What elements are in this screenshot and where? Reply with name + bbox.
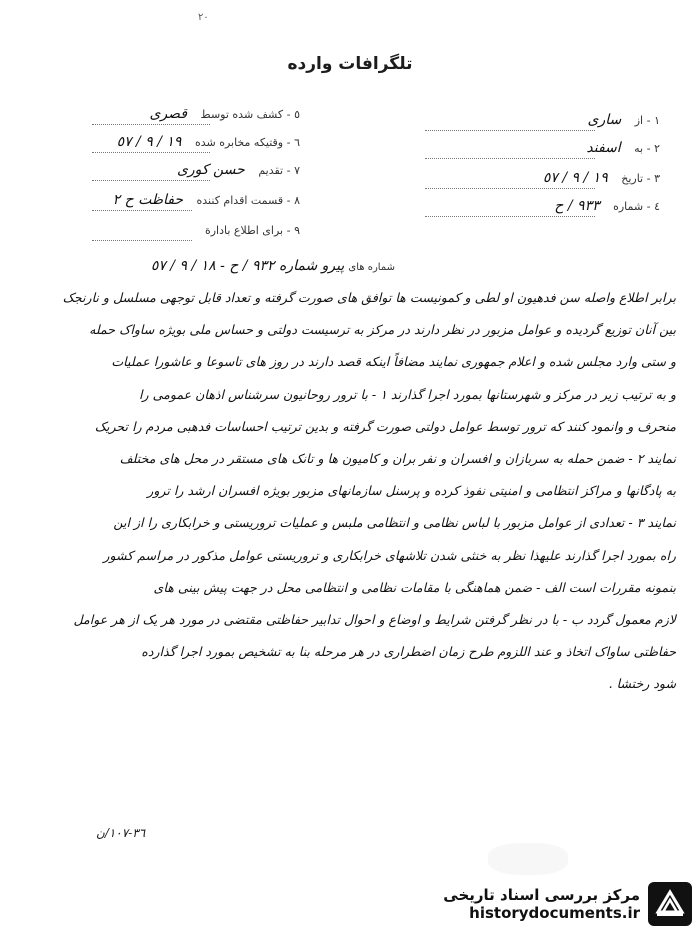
field-date [543, 170, 660, 186]
field-label: ٣ - تاریخ [621, 172, 660, 185]
field-for-information [195, 222, 300, 238]
body-line: راه بمورد اجرا گذارند علیهذا نظر به خنثی شدن تلاشهای خرابکاری و تروریستی عوامل مذکور در مراسم کشور [103, 547, 676, 563]
corner-mark: ٢٠ [198, 12, 209, 23]
field-value: حفاظت ح ٢ [112, 192, 184, 208]
body-line: حفاظتی ساواک اتخاذ و عند اللزوم طرح زمان اضطراری در هر مرحله بنا به تشخیص بمورد اجرا گذارده [141, 644, 676, 660]
dotted-line [425, 216, 595, 217]
watermark [392, 874, 692, 934]
dotted-line [425, 188, 595, 189]
field-value: ٩٣٣ / ح [554, 198, 600, 214]
dotted-line [425, 130, 595, 131]
body-line: بنمونه مقررات است الف - ضمن هماهنگی با مقامات نظامی و انتظامی محل در جهت پیش بینی های [153, 579, 676, 595]
watermark-title: مرکز بررسی اسناد تاریخی [443, 886, 640, 904]
document-title: تلگرافات وارده [287, 54, 413, 74]
field-value: ١٩ / ٩ / ٥٧ [116, 134, 182, 150]
dotted-line [425, 158, 595, 159]
dotted-line [92, 180, 210, 181]
watermark-url: historydocuments.ir [469, 904, 640, 922]
field-label: ١ - از [634, 114, 660, 127]
field-label: ٤ - شماره [613, 200, 660, 213]
field-value: قصری [149, 106, 188, 122]
field-label: ٨ - قسمت اقدام کننده [196, 194, 300, 207]
field-value: ١٩ / ٩ / ٥٧ [542, 170, 608, 186]
body-line: لازم معمول گردد ب - با در نظر گرفتن شرایط و اوضاع و احوال تدابیر حفاظتی مقتضی در مورد هر یک از هر عوامل [73, 612, 676, 628]
field-label: ٧ - تقدیم [258, 164, 300, 177]
reference-prefix: شماره های [348, 262, 395, 273]
body-line: بین آنان توزیع گردیده و عوامل مزبور در نظر دارند در مرکز به ترسیست دولتی و حساس ملی بویژه ساواک حمله [89, 322, 676, 338]
archive-logo-icon [648, 882, 692, 926]
watermark-text [443, 886, 640, 922]
field-value: حسن کوری [176, 162, 245, 178]
reference-text: پیرو شماره ٩٣٢ / ح - ١٨ / ٩ / ٥٧ [150, 258, 345, 274]
field-from [588, 112, 660, 128]
field-to [586, 140, 660, 156]
body-line: منحرف و وانمود کنند که ترور توسط عوامل دولتی صورت گرفته و بدین ترتیب احساسات فدهبی مردم را تحریک [94, 418, 676, 434]
body-line: شود رختشا . [608, 676, 676, 692]
field-transmitted-at [117, 134, 300, 150]
body-line: نمایند ٣ - تعدادی از عوامل مزبور با لباس نظامی و انتظامی ملبس و عملیات تروریستی و خرابکاری را از این [113, 515, 676, 531]
reference-line [151, 258, 395, 274]
field-label: ٥ - کشف شده توسط [200, 108, 300, 121]
body-line: نمایند ٢ - ضمن حمله به سربازان و افسران و نفر بران و کامیون ها و تانک های مستقر در محل های مختلف [119, 451, 676, 467]
field-number [554, 198, 660, 214]
field-submitted [177, 162, 300, 178]
dotted-line [92, 210, 192, 211]
body-line: به پادگانها و مراکز انتظامی و امنیتی نفوذ کرده و پرسنل سازمانهای مزبور بویژه افسران ارشد را ترور [147, 483, 676, 499]
footer-code: ٣٦-١٠٧/ن [96, 826, 146, 840]
dotted-line [92, 152, 210, 153]
field-label: ٦ - وقتیکه مخابره شده [194, 136, 300, 149]
message-body [40, 282, 676, 701]
paper-smudge [488, 843, 568, 875]
body-line: برابر اطلاع واصله سن فدهیون او لطی و کمونیست ها توافق های صورت گرفته و تعداد قابل توجهی مسلسل و نارنجک [62, 290, 676, 305]
field-value: اسفند [586, 140, 621, 156]
field-value: ساری [587, 112, 622, 128]
body-line: و به ترتیب زیر در مرکز و شهرستانها بمورد اجرا گذارند ١ - با ترور روحانیون سرشناس اذهان عمومی را [139, 386, 676, 402]
body-line: و ستی وارد مجلس شده و اعلام جمهوری نمایند مضافاً اینکه قصد دارند در روز های تاسوعا و عاشورا عملیات [111, 354, 676, 370]
field-label: ٢ - به [634, 142, 660, 155]
field-decoded-by [150, 106, 301, 122]
dotted-line [92, 124, 210, 125]
field-action-unit [113, 192, 300, 208]
dotted-line [92, 240, 192, 241]
field-label: ٩ - برای اطلاع بادارة [204, 224, 300, 237]
